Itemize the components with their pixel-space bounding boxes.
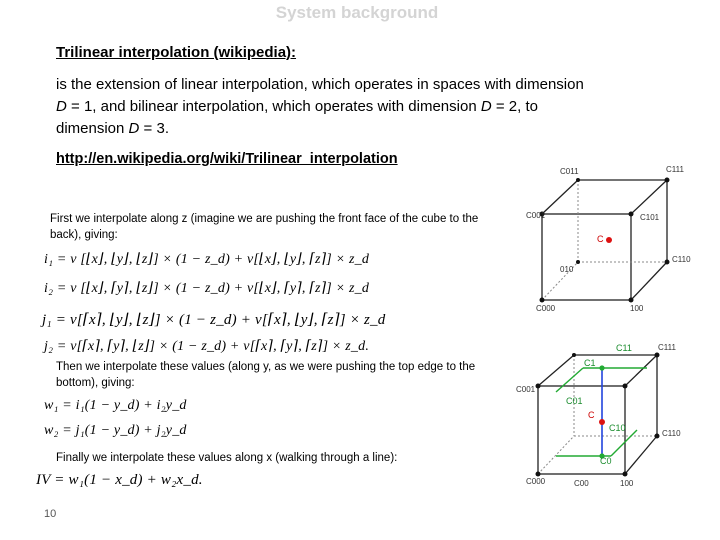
equation-w1: w₁ = i₁(1 − y_d) + i₂y_d xyxy=(44,398,187,413)
note-interpolate-y: Then we interpolate these values (along y, as we were pushing the top edge to the bottom), giving: xyxy=(56,361,476,389)
slide-title: System background xyxy=(275,3,439,22)
vertex-c101 xyxy=(629,212,634,217)
vertex-c011 xyxy=(576,178,580,182)
paragraph-line-3a: dimension xyxy=(56,120,129,137)
label-c11: C11 xyxy=(616,343,632,353)
green-line-right xyxy=(611,430,637,456)
label-c011: C011 xyxy=(560,167,579,176)
cube-edge xyxy=(631,262,667,300)
equation-iv: IV = w₁(1 − x_d) + w₂x_d. xyxy=(36,472,203,488)
vertex-c111 xyxy=(655,353,660,358)
label-c: C xyxy=(588,410,595,420)
cube-edge xyxy=(625,355,657,386)
section-heading: Trilinear interpolation (wikipedia): xyxy=(56,44,297,61)
cube-edge xyxy=(625,436,657,474)
vertex-c000 xyxy=(536,472,541,477)
paragraph-line-1: is the extension of linear interpolation, which operates in spaces with dimension xyxy=(56,76,584,93)
label-c110: C110 xyxy=(672,255,691,264)
cube-edge xyxy=(542,180,578,214)
note-interpolate-z: First we interpolate along z (imagine we are pushing the front face of the cube to the back), giving: xyxy=(50,213,479,241)
dimension-var-3: D xyxy=(128,120,140,137)
cube-front-face xyxy=(542,214,631,300)
label-c111: C111 xyxy=(658,343,676,352)
label-c: C xyxy=(597,234,604,244)
equation-i1: i₁ = v [⌊x⌋, ⌊y⌋, ⌊z⌋] × (1 − z_d) + v[⌊x⌋, ⌊y⌋, ⌈z⌉] × z_d xyxy=(44,252,370,267)
vertex-c100 xyxy=(623,472,628,477)
cube-hidden-edge xyxy=(538,436,574,474)
vertex-c110 xyxy=(665,260,670,265)
dimension-var-1: D xyxy=(56,98,67,115)
label-c0: C0 xyxy=(600,456,612,466)
paragraph-line-3b: = 3. xyxy=(139,120,169,137)
label-c001: C001 xyxy=(526,211,546,220)
label-c110: C110 xyxy=(662,429,681,438)
note-interpolate-x: Finally we interpolate these values along x (walking through a line): xyxy=(56,452,398,464)
interpolation-point xyxy=(599,419,605,425)
intro-paragraph xyxy=(56,74,666,140)
label-c100: 100 xyxy=(630,304,644,313)
equation-j2: j₂ = v[⌈x⌉, ⌈y⌉, ⌊z⌋] × (1 − z_d) + v[⌈x⌉, ⌈y⌉, ⌈z⌉] × z_d. xyxy=(44,339,370,354)
cube-diagram-bottom xyxy=(512,338,702,493)
label-c101: C101 xyxy=(640,213,660,222)
vertex-c110 xyxy=(655,434,660,439)
dimension-var-2: D xyxy=(480,98,492,115)
paragraph-line-2a: = 1, and bilinear interpolation, which operates with dimension xyxy=(66,98,481,115)
equation-i2: i₂ = v [⌊x⌋, ⌈y⌉, ⌊z⌋] × (1 − z_d) + v[⌊x⌋, ⌈y⌉, ⌈z⌉] × z_d xyxy=(44,281,370,296)
interpolation-point xyxy=(606,237,612,243)
label-c00: C00 xyxy=(574,479,589,488)
wikipedia-link[interactable]: http://en.wikipedia.org/wiki/Trilinear_interpolation xyxy=(56,151,398,167)
green-line-left xyxy=(556,368,583,392)
vertex-c011 xyxy=(572,353,576,357)
page-number: 10 xyxy=(44,508,57,520)
label-c000: C000 xyxy=(536,304,556,313)
equation-w2: w₂ = j₁(1 − y_d) + j₂y_d xyxy=(44,423,187,438)
label-c010: 010 xyxy=(560,265,574,274)
vertex-c111 xyxy=(665,178,670,183)
label-c01: C01 xyxy=(566,396,583,406)
vertex-c001 xyxy=(536,384,541,389)
label-c001: C001 xyxy=(516,385,536,394)
point-c1 xyxy=(599,365,604,370)
label-c10: C10 xyxy=(609,423,626,433)
label-c111: C111 xyxy=(666,165,684,174)
equation-j1: j₁ = v[⌈x⌉, ⌊y⌋, ⌊z⌋] × (1 − z_d) + v[⌈x⌉, ⌊y⌋, ⌈z⌉] × z_d xyxy=(42,312,386,328)
label-c1: C1 xyxy=(584,358,596,368)
label-c100: 100 xyxy=(620,479,634,488)
label-c000: C000 xyxy=(526,477,546,486)
cube-diagram-top xyxy=(520,160,705,320)
vertex-c100 xyxy=(629,298,634,303)
vertex-c000 xyxy=(540,298,545,303)
paragraph-line-2b: = 2, to xyxy=(491,98,538,115)
vertex-c101 xyxy=(623,384,628,389)
vertex-c010 xyxy=(576,260,580,264)
cube-edge xyxy=(631,180,667,214)
